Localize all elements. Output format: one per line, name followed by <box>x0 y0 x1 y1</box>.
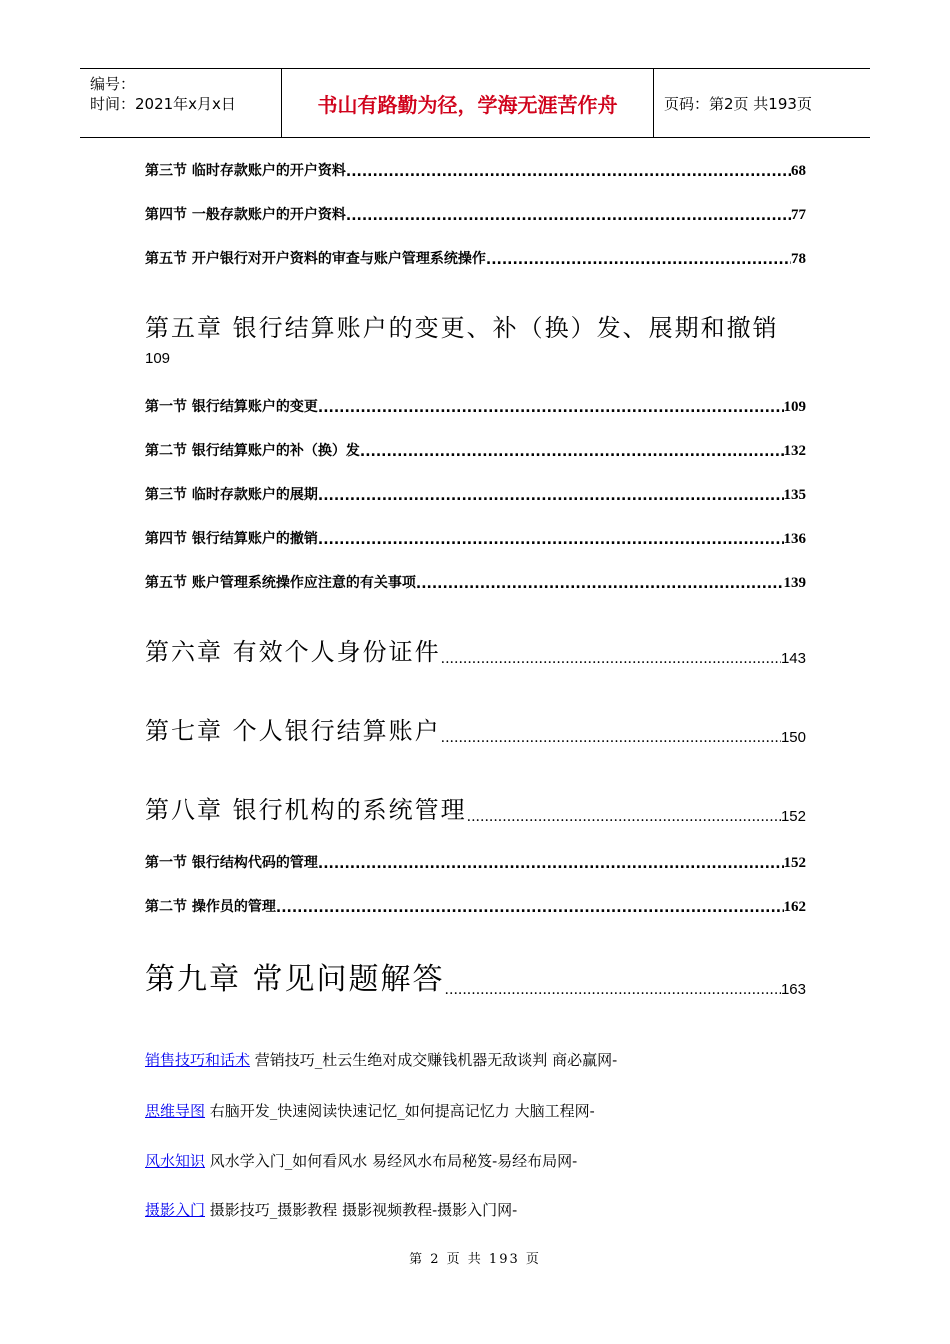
toc-entry-page: 136 <box>783 531 806 547</box>
toc-entry-page: 68 <box>791 163 806 179</box>
toc-entry-title: 第四节 银行结算账户的撤销 <box>145 531 318 547</box>
toc-entry[interactable] <box>145 440 806 460</box>
toc-chapter[interactable] <box>145 632 806 667</box>
toc-leader <box>416 576 784 592</box>
promo-text: 右脑开发_快速阅读快速记忆_如何提高记忆力 大脑工程网- <box>209 1102 595 1120</box>
toc-leader <box>318 856 784 872</box>
toc-leader <box>318 400 784 416</box>
promo-text: 风水学入门_如何看风水 易经风水布局秘笈-易经布局网- <box>209 1152 578 1170</box>
toc-leader <box>346 208 791 224</box>
toc-entry-page: 78 <box>791 251 806 267</box>
page-header <box>80 68 870 138</box>
toc-chapter[interactable] <box>145 954 806 998</box>
toc-entry[interactable] <box>145 396 806 416</box>
toc-leader <box>318 488 784 504</box>
toc-entry[interactable] <box>145 896 806 916</box>
toc-entry-title: 第一节 银行结算账户的变更 <box>145 399 318 415</box>
page-footer: 第 2 页 共 193 页 <box>409 1252 541 1267</box>
toc-entry-title: 第七章 个人银行结算账户 <box>145 717 441 745</box>
toc-entry[interactable] <box>145 160 806 180</box>
toc-entry-title: 第一节 银行结构代码的管理 <box>145 855 318 871</box>
promo-text: 摄影技巧_摄影教程 摄影视频教程-摄影入门网- <box>209 1201 518 1219</box>
toc-entry-title: 第五节 开户银行对开户资料的审查与账户管理系统操作 <box>145 251 486 267</box>
toc-leader <box>441 730 781 746</box>
toc-leader <box>441 651 781 667</box>
toc-leader <box>445 982 781 998</box>
header-motto-cell <box>282 69 654 137</box>
toc-leader <box>318 532 784 548</box>
toc-entry-title: 第九章 常见问题解答 <box>145 962 445 997</box>
toc-entry-title: 第二节 操作员的管理 <box>145 899 276 915</box>
document-date: 时间：2021年x月x日 <box>90 95 236 113</box>
toc-chapter[interactable] <box>145 711 806 746</box>
toc-entry-title: 第二节 银行结算账户的补（换）发 <box>145 443 360 459</box>
promo-text: 营销技巧_杜云生绝对成交赚钱机器无敌谈判 商必赢网- <box>254 1051 618 1069</box>
toc-leader <box>486 252 791 268</box>
toc-entry-page: 77 <box>791 207 806 223</box>
toc-entry-title: 第八章 银行机构的系统管理 <box>145 796 467 824</box>
toc-entry-page: 152 <box>783 855 806 871</box>
promo-link[interactable]: 销售技巧和话术 <box>145 1051 251 1069</box>
toc-leader <box>276 900 784 916</box>
toc-entry-page: 163 <box>780 981 806 998</box>
promo-link[interactable]: 思维导图 <box>145 1102 206 1120</box>
toc-entry-title: 第六章 有效个人身份证件 <box>145 638 441 666</box>
toc-entry-title: 第四节 一般存款账户的开户资料 <box>145 207 346 223</box>
header-page-cell <box>654 69 870 137</box>
promo-link[interactable]: 摄影入门 <box>145 1201 206 1219</box>
promo-line <box>145 1199 517 1220</box>
toc-entry-page: 135 <box>783 487 806 503</box>
document-number: 编号： <box>90 75 136 93</box>
toc-leader <box>467 809 781 825</box>
toc-entry-title: 第三节 临时存款账户的展期 <box>145 487 318 503</box>
header-meta-cell <box>80 69 282 137</box>
toc-entry-page: 152 <box>780 808 806 825</box>
toc-entry[interactable] <box>145 484 806 504</box>
promo-line <box>145 1100 595 1121</box>
promo-line <box>145 1049 617 1070</box>
toc-leader <box>360 444 784 460</box>
toc-entry-page: 132 <box>783 443 806 459</box>
toc-entry[interactable] <box>145 852 806 872</box>
toc-entry[interactable] <box>145 248 806 268</box>
toc-leader <box>346 164 791 180</box>
promo-line <box>145 1150 577 1171</box>
toc-entry[interactable] <box>145 528 806 548</box>
toc-entry-page: 143 <box>780 650 806 667</box>
header-motto: 书山有路勤为径，学海无涯苦作舟 <box>317 92 618 117</box>
toc-entry-page: 139 <box>783 575 806 591</box>
toc-chapter-leader-line[interactable] <box>145 350 806 367</box>
toc-entry-title: 第三节 临时存款账户的开户资料 <box>145 163 346 179</box>
toc-chapter-title[interactable]: 第五章 银行结算账户的变更、补（换）发、展期和撤销 <box>145 314 779 342</box>
toc-entry-page: 150 <box>780 729 806 746</box>
toc-entry-title: 第五节 账户管理系统操作应注意的有关事项 <box>145 575 416 591</box>
promo-link[interactable]: 风水知识 <box>145 1152 206 1170</box>
toc-entry-page: 109 <box>783 399 806 415</box>
toc-entry-page: 162 <box>783 899 806 915</box>
toc-entry-page: 109 <box>145 350 171 367</box>
header-page-code: 页码：第2页 共193页 <box>664 94 812 113</box>
toc-chapter[interactable] <box>145 790 806 825</box>
toc-entry[interactable] <box>145 572 806 592</box>
toc-entry[interactable] <box>145 204 806 224</box>
